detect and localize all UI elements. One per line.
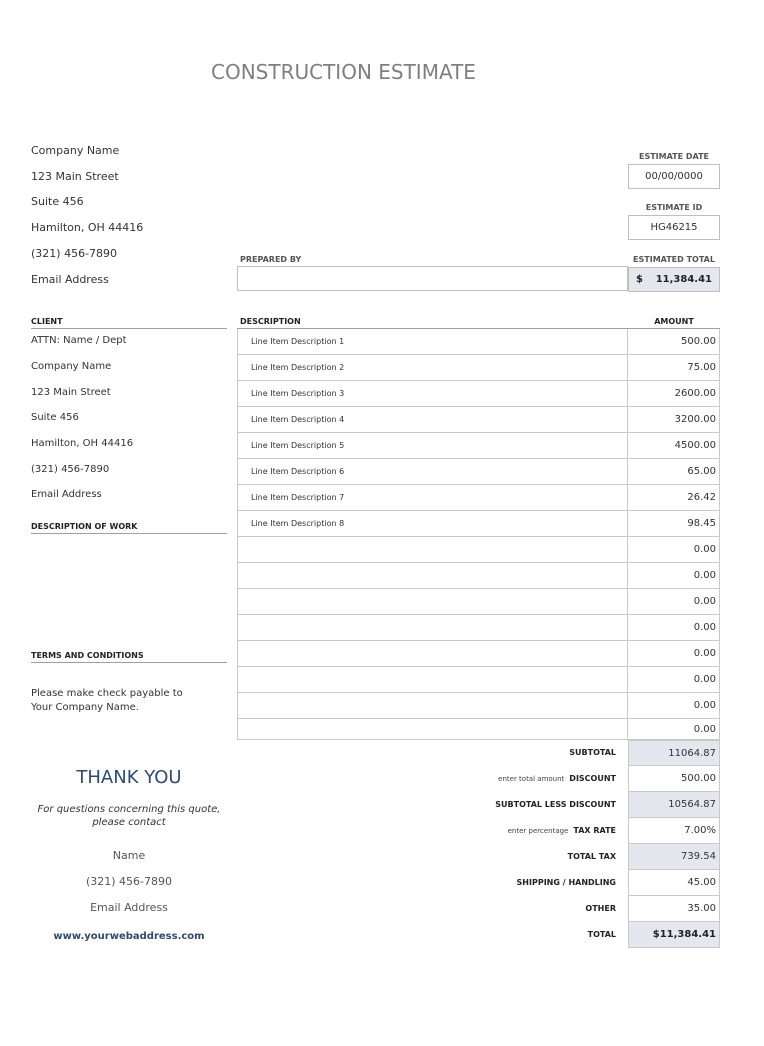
contact-phone: (321) 456-7890	[85, 875, 173, 888]
item-description[interactable]	[237, 589, 628, 615]
item-description[interactable]: Line Item Description 5	[237, 433, 628, 459]
client-divider	[31, 328, 227, 329]
description-of-work-divider	[31, 533, 227, 534]
item-amount[interactable]: 0.00	[628, 693, 720, 719]
client-phone: (321) 456-7890	[31, 464, 110, 475]
discount-hint: enter total amount	[498, 775, 565, 783]
item-amount[interactable]: 2600.00	[628, 381, 720, 407]
terms-text: Please make check payable to Your Company Name.	[31, 688, 183, 713]
item-description[interactable]	[237, 537, 628, 563]
other-label: OTHER	[585, 904, 616, 913]
estimate-date-label: ESTIMATE DATE	[638, 152, 710, 161]
item-amount[interactable]: 0.00	[628, 641, 720, 667]
item-description[interactable]: Line Item Description 7	[237, 485, 628, 511]
client-company: Company Name	[31, 361, 112, 372]
terms-divider	[31, 662, 227, 663]
item-amount[interactable]: 0.00	[628, 563, 720, 589]
company-city: Hamilton, OH 44416	[31, 221, 144, 234]
tax-rate-label: enter percentage TAX RATE	[507, 826, 616, 835]
item-description[interactable]: Line Item Description 2	[237, 355, 628, 381]
company-email: Email Address	[31, 273, 109, 286]
client-street: 123 Main Street	[31, 387, 111, 398]
thank-you-heading: THANK YOU	[76, 767, 182, 788]
terms-label: TERMS AND CONDITIONS	[31, 651, 144, 660]
description-of-work-label: DESCRIPTION OF WORK	[31, 522, 138, 531]
total-tax-label: TOTAL TAX	[567, 852, 616, 861]
item-description[interactable]: Line Item Description 6	[237, 459, 628, 485]
item-description[interactable]	[237, 615, 628, 641]
item-description[interactable]	[237, 693, 628, 719]
estimated-total-label: ESTIMATED TOTAL	[633, 255, 715, 264]
contact-note: For questions concerning this quote, please contact	[37, 804, 221, 828]
item-amount[interactable]: 500.00	[628, 329, 720, 355]
client-email: Email Address	[31, 489, 102, 500]
company-street: 123 Main Street	[31, 170, 119, 183]
document-title: CONSTRUCTION ESTIMATE	[211, 60, 476, 84]
estimate-id-field[interactable]: HG46215	[628, 215, 720, 240]
amount-header: AMOUNT	[654, 317, 694, 326]
estimate-id-label: ESTIMATE ID	[645, 203, 703, 212]
tax-rate-field[interactable]: 7.00%	[628, 818, 720, 844]
shipping-field[interactable]: 45.00	[628, 870, 720, 896]
client-city: Hamilton, OH 44416	[31, 438, 134, 449]
subtotal-label: SUBTOTAL	[569, 748, 616, 757]
item-description[interactable]	[237, 641, 628, 667]
item-description[interactable]: Line Item Description 1	[237, 329, 628, 355]
prepared-by-field[interactable]	[237, 266, 628, 291]
item-description[interactable]	[237, 563, 628, 589]
estimated-total-value: 11,384.41	[655, 274, 712, 285]
item-amount[interactable]: 3200.00	[628, 407, 720, 433]
company-phone: (321) 456-7890	[31, 247, 118, 260]
contact-name: Name	[112, 849, 146, 862]
subtotal-less-discount-label: SUBTOTAL LESS DISCOUNT	[495, 800, 616, 809]
subtotal-less-discount-value: 10564.87	[628, 792, 720, 818]
item-description[interactable]: Line Item Description 8	[237, 511, 628, 537]
item-amount[interactable]: 0.00	[628, 667, 720, 693]
prepared-by-label: PREPARED BY	[240, 255, 302, 264]
item-amount[interactable]: 0.00	[628, 719, 720, 740]
item-amount[interactable]: 98.45	[628, 511, 720, 537]
tax-rate-hint: enter percentage	[507, 827, 569, 835]
company-name: Company Name	[31, 144, 120, 157]
currency-symbol: $	[636, 274, 643, 285]
item-amount[interactable]: 75.00	[628, 355, 720, 381]
discount-field[interactable]: 500.00	[628, 766, 720, 792]
web-address-link[interactable]: www.yourwebaddress.com	[53, 931, 205, 942]
discount-label: enter total amount DISCOUNT	[498, 774, 616, 783]
estimate-date-field[interactable]: 00/00/0000	[628, 164, 720, 189]
item-description[interactable]	[237, 667, 628, 693]
total-value: $11,384.41	[628, 922, 720, 948]
item-amount[interactable]: 65.00	[628, 459, 720, 485]
item-description[interactable]	[237, 719, 628, 740]
shipping-label: SHIPPING / HANDLING	[516, 878, 616, 887]
item-amount[interactable]: 26.42	[628, 485, 720, 511]
item-amount[interactable]: 0.00	[628, 537, 720, 563]
contact-email: Email Address	[90, 901, 168, 914]
item-amount[interactable]: 4500.00	[628, 433, 720, 459]
item-amount[interactable]: 0.00	[628, 615, 720, 641]
client-suite: Suite 456	[31, 412, 79, 423]
item-description[interactable]: Line Item Description 4	[237, 407, 628, 433]
item-amount[interactable]: 0.00	[628, 589, 720, 615]
description-header: DESCRIPTION	[240, 317, 301, 326]
other-field[interactable]: 35.00	[628, 896, 720, 922]
total-tax-value: 739.54	[628, 844, 720, 870]
item-description[interactable]: Line Item Description 3	[237, 381, 628, 407]
company-suite: Suite 456	[31, 195, 84, 208]
client-attn: ATTN: Name / Dept	[31, 335, 127, 346]
subtotal-value: 11064.87	[628, 740, 720, 766]
client-label: CLIENT	[31, 317, 63, 326]
total-label: TOTAL	[587, 930, 616, 939]
estimated-total-field	[628, 267, 720, 292]
